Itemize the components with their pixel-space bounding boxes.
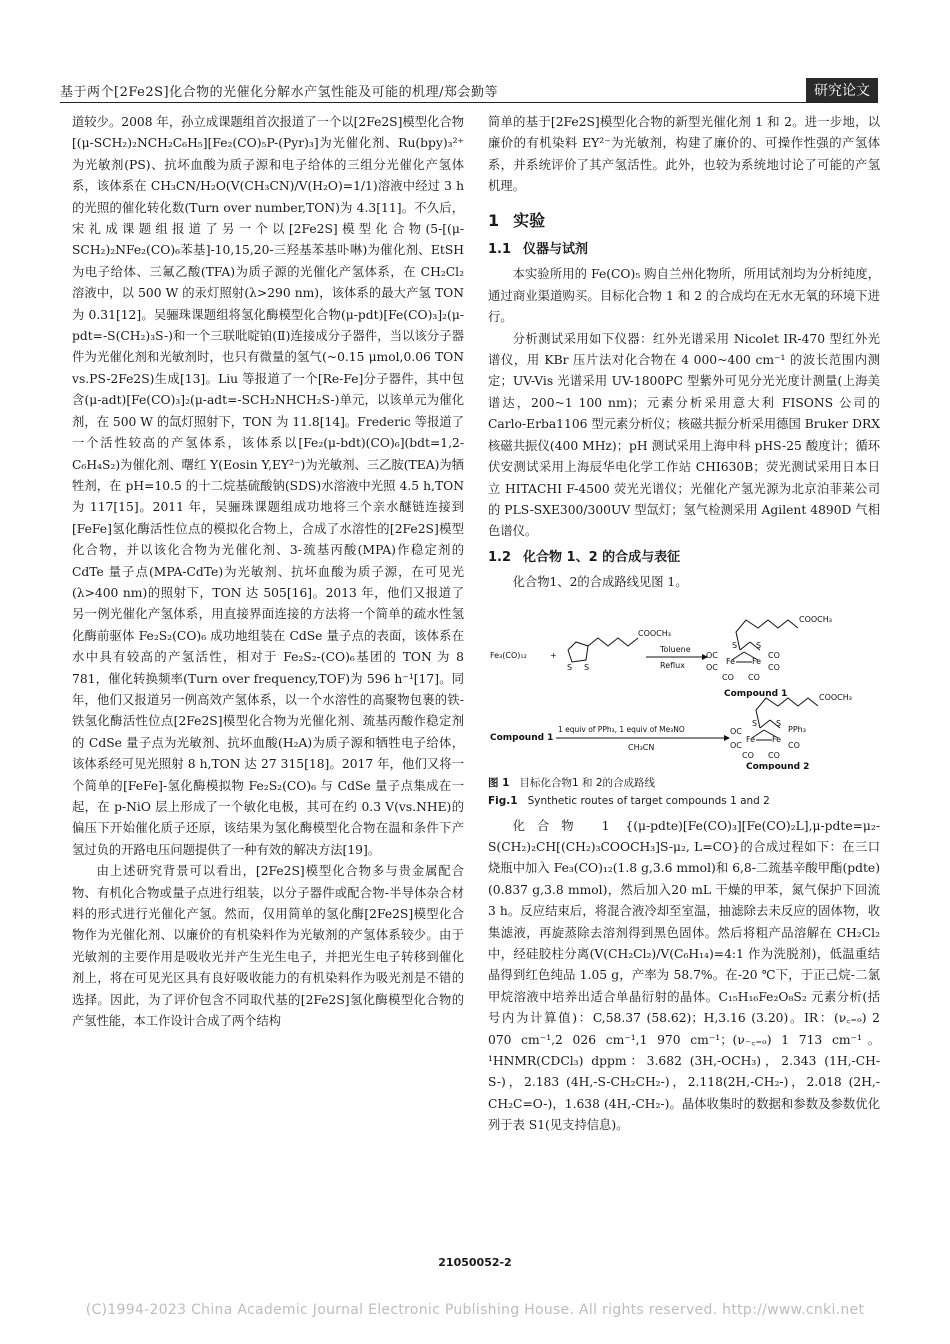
c1-co-3: CO <box>722 672 734 682</box>
paragraph-background: 道较少。2008 年，孙立成课题组首次报道了一个以[2Fe2S]模型化合物[(μ-SCH₂)₂NCH₂C₆H₅][Fe₂(CO)₅P-(Pyr)₃]为光催化剂、Ru(bpy)₃²⁺为光敏剂(PS)、抗坏血酸为质子源和电子给体的三组分光催化产氢体系，该体系在 CH₃CN/H₂O(V(CH₃CN)/V(H₂O)=1/1)溶液中经过 3 h 的光照的催化转化数(Turn over number,TON)为 4.3[11]。不久后，宋礼成课题组报道了另一个以[2Fe2S]模型化合物(5-[(μ-SCH₂)₂NFe₂(CO)₆苯基]-10,15,20-三羟基苯基卟啉)为催化剂、EtSH 为电子给体、三氟乙酸(TFA)为质子源的光催化产氢体系，在 CH₂Cl₂ 溶液中，以 500 W 的汞灯照射(λ>290 nm)，该体系的最大产氢 TON 为 0.31[12]。吴骊珠课题组将氢化酶模型化合物(μ-pdt)[Fe(CO)₃]₂(μ-pdt=-S(CH₂)₃S-)和一个三联吡啶铂(Ⅱ)连接成分子器件，当以该分子器件为光催化剂和光敏剂时，也只有微量的氢气(~0.15 μmol,0.06 TON vs.PS-2Fe2S)生成[13]。Liu 等报道了一个[Re-Fe]分子器件，其中包含(μ-adt)[Fe(CO)₃]₂(μ-adt=-SCH₂NHCH₂S-)单元，以该单元为催化剂，在 500 W 的氙灯照射下，TON 为 11.8[14]。Frederic 等报道了一个活性较高的产氢体系，该体系以[Fe₂(μ-bdt)(CO)₆](bdt=1,2-C₆H₄S₂)为催化剂、曙红 Y(Eosin Y,EY²⁻)为光敏剂、三乙胺(TEA)为牺牲剂，在 pH=10.5 的十二烷基硫酸钠(SDS)水溶液中光照 4.5 h,TON 为 117[15]。2011 年，吴骊珠课题组成功地将三个亲水醚链连接到[FeFe]氢化酶活性位点的模拟化合物上，合成了水溶性的[2Fe2S]模型化合物，并以该化合物为光催化剂、3-巯基丙酸(MPA)作稳定剂的 CdTe 量子点(MPA-CdTe)为光敏剂、抗坏血酸为质子源，在可见光(λ>400 nm)的照射下，TON 达 505[16]。2013 年，他们又报道了另一例光催化产氢体系，用直接界面连接的方法将一个简单的疏水性氢化酶前驱体 Fe₂S₂(CO)₆ 成功地组装在 CdSe 量子点的表面，该体系在水中具有较高的产氢活性，相对于 Fe₂S₂-(CO)₆基团的 TON 为 8 781，催化转换频率(Turn over frequency,TOF)为 596 h⁻¹[17]。同年，他们又报道另一例高效产氢体系，以一个水溶性的高聚物包裹的铁-铁氢化酶活性位点[2Fe2S]模型化合物为光催化剂、巯基丙酸作稳定剂的 CdSe 量子点为光敏剂、抗坏血酸(H₂A)为质子源和牺牲电子给体，该体系经可见光照射 8 h,TON 达 27 315[18]。2017 年，他们又将一个简单的[FeFe]-氢化酶模拟物 Fe₂S₂(CO)₆ 与 CdSe 量子点集成在一起，在 p-NiO 层上形成了一个敏化电极，其可在约 0.3 V(vs.NHE)的偏压下开始催化质子还原，该结果为氢化酶模型化合物在温和条件下产氢过负的开路电压问题提供了一种有效的解决方法[19]。 <box>72 115 464 857</box>
right-column <box>488 112 880 1137</box>
c2-co-2: OC <box>730 740 742 750</box>
c1-co-4: CO <box>748 672 760 682</box>
c2-fe-2: Fe <box>772 734 782 744</box>
c1-co-5: CO <box>768 650 780 660</box>
paragraph-instruments: 分析测试采用如下仪器：红外光谱采用 Nicolet IR-470 型红外光谱仪，用 KBr 压片法对化合物在 4 000~400 cm⁻¹ 的波长范围内测定；UV-Vis 光谱采用 UV-1800PC 型紫外可见分光光度计测量(上海美谱达，200~1 100 nm)；元素分析采用意大利 FISONS 公司的 Carlo-Erba1106 型元素分析仪；核磁共振分析采用德国 Bruker DRX 核磁共振仪(400 MHz)；pH 测试采用上海申科 pHS-25 酸度计；循环伏安测试采用上海辰华电化学工作站 CHI630B；荧光测试采用日本日立 HITACHI F-4500 荧光光谱仪；光催化产氢光源为北京泊菲莱公司的 PLS-SXE300/300UV 型氙灯；氢气检测采用 Agilent 4890D 气相色谱仪。 <box>488 331 880 539</box>
ester-group-1: COOCH₃ <box>638 628 671 638</box>
c2-co-3: CO <box>742 750 754 760</box>
paragraph-synthesis: 化合物 1 {(μ-pdte)[Fe(CO)₃][Fe(CO)₂L],μ-pdte=μ₂-S(CH₂)₂CH[(CH₂)₃COOCH₃]S-μ₂, L=CO}的合成过程如下：在三口烧瓶中加入 Fe₃(CO)₁₂(1.8 g,3.6 mmol)和 6,8-二巯基辛酸甲酯(pdte)(0.837 g,3.8 mmol)，然后加入20 mL 干燥的甲苯，氮气保护下回流 3 h。反应结束后，将混合液冷却至室温，抽滤除去未反应的固体物，收集滤液，再旋蒸除去溶剂得到黑色固体。然后将粗产品溶解在 CH₂Cl₂ 中，经硅胶柱分离(V(CH₂Cl₂)/V(C₆H₁₄)=4:1 作为洗脱剂)，低温重结晶得到红色纯品 1.05 g，产率为 58.7%。在-20 ℃下，于正己烷-二氯甲烷溶液中培养出适合单晶衍射的晶体。C₁₅H₁₆Fe₂O₈S₂ 元素分析(括号内为计算值)：C,58.37 (58.62)；H,3.16 (3.20)。IR：(ν꜀₌ₒ) 2 070 cm⁻¹,2 026 cm⁻¹,1 970 cm⁻¹；(ν₋꜀₌ₒ) 1 713 cm⁻¹。¹HNMR(CDCl₃) dppm：3.682 (3H,-OCH₃)，2.343 (1H,-CH-S-)，2.183 (4H,-S-CH₂CH₂-)，2.118(2H,-CH₂-)，2.018 (2H,-CH₂C=O-)，1.638 (4H,-CH₂-)。晶体收集时的数据和参数及参数优化列于表 S1(见支持信息)。 <box>488 818 880 1133</box>
c1-co-2: OC <box>706 662 718 672</box>
running-header <box>60 80 878 102</box>
section-heading-experiment <box>488 210 880 231</box>
section-number: 1 <box>488 210 500 230</box>
arrow-2-top: 1 equiv of PPh₃, 1 equiv of Me₃NO <box>558 724 685 734</box>
figure-caption-zh <box>488 774 880 792</box>
arrow-1-bottom: Reflux <box>660 660 685 670</box>
figure-label-zh: 图 1 <box>488 776 510 789</box>
figure-text-en: Synthetic routes of target compounds 1 and 2 <box>527 794 770 807</box>
paragraph-intro-end: 简单的基于[2Fe2S]模型化合物的新型光催化剂 1 和 2。进一步地，以廉价的有机染料 EY²⁻为光敏剂，构建了廉价的、可操作性强的产氢体系，并系统评价了其产氢活性。此外，也较为系统地讨论了可能的产氢机理。 <box>488 115 880 194</box>
compound-2-structure <box>752 698 818 740</box>
c1-fe-2: Fe <box>752 656 762 666</box>
c2-sulfur-2: S <box>776 718 782 728</box>
compound-1-reactant: Compound 1 <box>490 732 554 743</box>
page-number: 21050052-2 <box>438 1256 512 1269</box>
c2-co-4: CO <box>768 750 780 760</box>
paragraph-scheme-ref: 化合物1、2的合成路线见图 1。 <box>512 575 688 590</box>
header-rule <box>60 102 878 103</box>
ring-sulfur-2: S <box>584 662 590 672</box>
ring-sulfur-1: S <box>567 662 573 672</box>
compound-1-structure <box>732 620 798 662</box>
figure-text-zh: 目标化合物1 和 2的合成路线 <box>519 776 656 789</box>
plus-sign: + <box>550 650 557 660</box>
arrow-1-top: Toluene <box>660 644 691 654</box>
c1-co-6: CO <box>768 662 780 672</box>
subsection-title: 仪器与试剂 <box>523 242 589 258</box>
reagent-fe3co12: Fe₃(CO)₁₂ <box>490 650 527 660</box>
running-title: 基于两个[2Fe2S]化合物的光催化分解水产氢性能及可能的机理/郑会勤等 <box>60 85 498 100</box>
c1-sulfur-2: S <box>756 640 762 650</box>
arrow-2-bottom: CH₃CN <box>628 742 655 752</box>
scheme-drawing <box>488 600 880 770</box>
subsection-number: 1.1 <box>488 242 512 258</box>
c1-co-1: OC <box>706 650 718 660</box>
subsection-title: 化合物 1、2 的合成与表征 <box>523 549 681 565</box>
c2-co-5: CO <box>788 740 800 750</box>
subsection-heading-instruments <box>488 239 880 260</box>
c1-sulfur-1: S <box>732 640 738 650</box>
paragraph-reagents: 本实验所用的 Fe(CO)₅ 购自兰州化物所，所用试剂均为分析纯度，通过商业渠道购买。目标化合物 1 和 2 的合成均在无水无氧的环境下进行。 <box>488 267 880 325</box>
c2-fe-1: Fe <box>746 734 756 744</box>
c2-pph3: PPh₃ <box>788 724 806 734</box>
left-column <box>72 112 464 1032</box>
paragraph-motivation: 由上述研究背景可以看出，[2Fe2S]模型化合物多与贵金属配合物、有机化合物或量子点进行组装，以分子器件或配合物-半导体杂合材料的形式进行光催化产氢。然而，仅用简单的氢化酶[2Fe2S]模型化合物作为光催化剂、以廉价的有机染料作为光敏剂的产氢体系较少。由于光敏剂的主要作用是吸收光并产生光生电子，并把光生电子转移到催化剂上，将在可见光区具有良好吸收能力的有机染料作为吸光剂是不错的选择。因此，为了评价包含不同取代基的[2Fe2S]氢化酶模型化合物的产氢性能，本工作设计合成了两个结构 <box>72 864 464 1029</box>
figure-label-en: Fig.1 <box>488 794 518 807</box>
section-tag: 研究论文 <box>806 78 878 102</box>
subsection-heading-synthesis <box>488 547 880 568</box>
ester-group-3: COOCH₃ <box>819 692 852 702</box>
compound-1-label: Compound 1 <box>724 688 788 699</box>
c2-co-1: OC <box>730 726 742 736</box>
ester-group-2: COOCH₃ <box>799 614 832 624</box>
section-title: 实验 <box>513 210 546 230</box>
compound-2-label: Compound 2 <box>746 761 810 770</box>
synthesis-scheme <box>488 600 880 770</box>
figure-caption-en <box>488 792 880 810</box>
copyright-footer: (C)1994-2023 China Academic Journal Electronic Publishing House. All rights reserved. http://www.cnki.net <box>85 1302 865 1318</box>
subsection-number: 1.2 <box>488 549 512 565</box>
c2-sulfur-1: S <box>752 718 758 728</box>
c1-fe-1: Fe <box>726 656 736 666</box>
dithiolane-ring <box>568 638 638 662</box>
